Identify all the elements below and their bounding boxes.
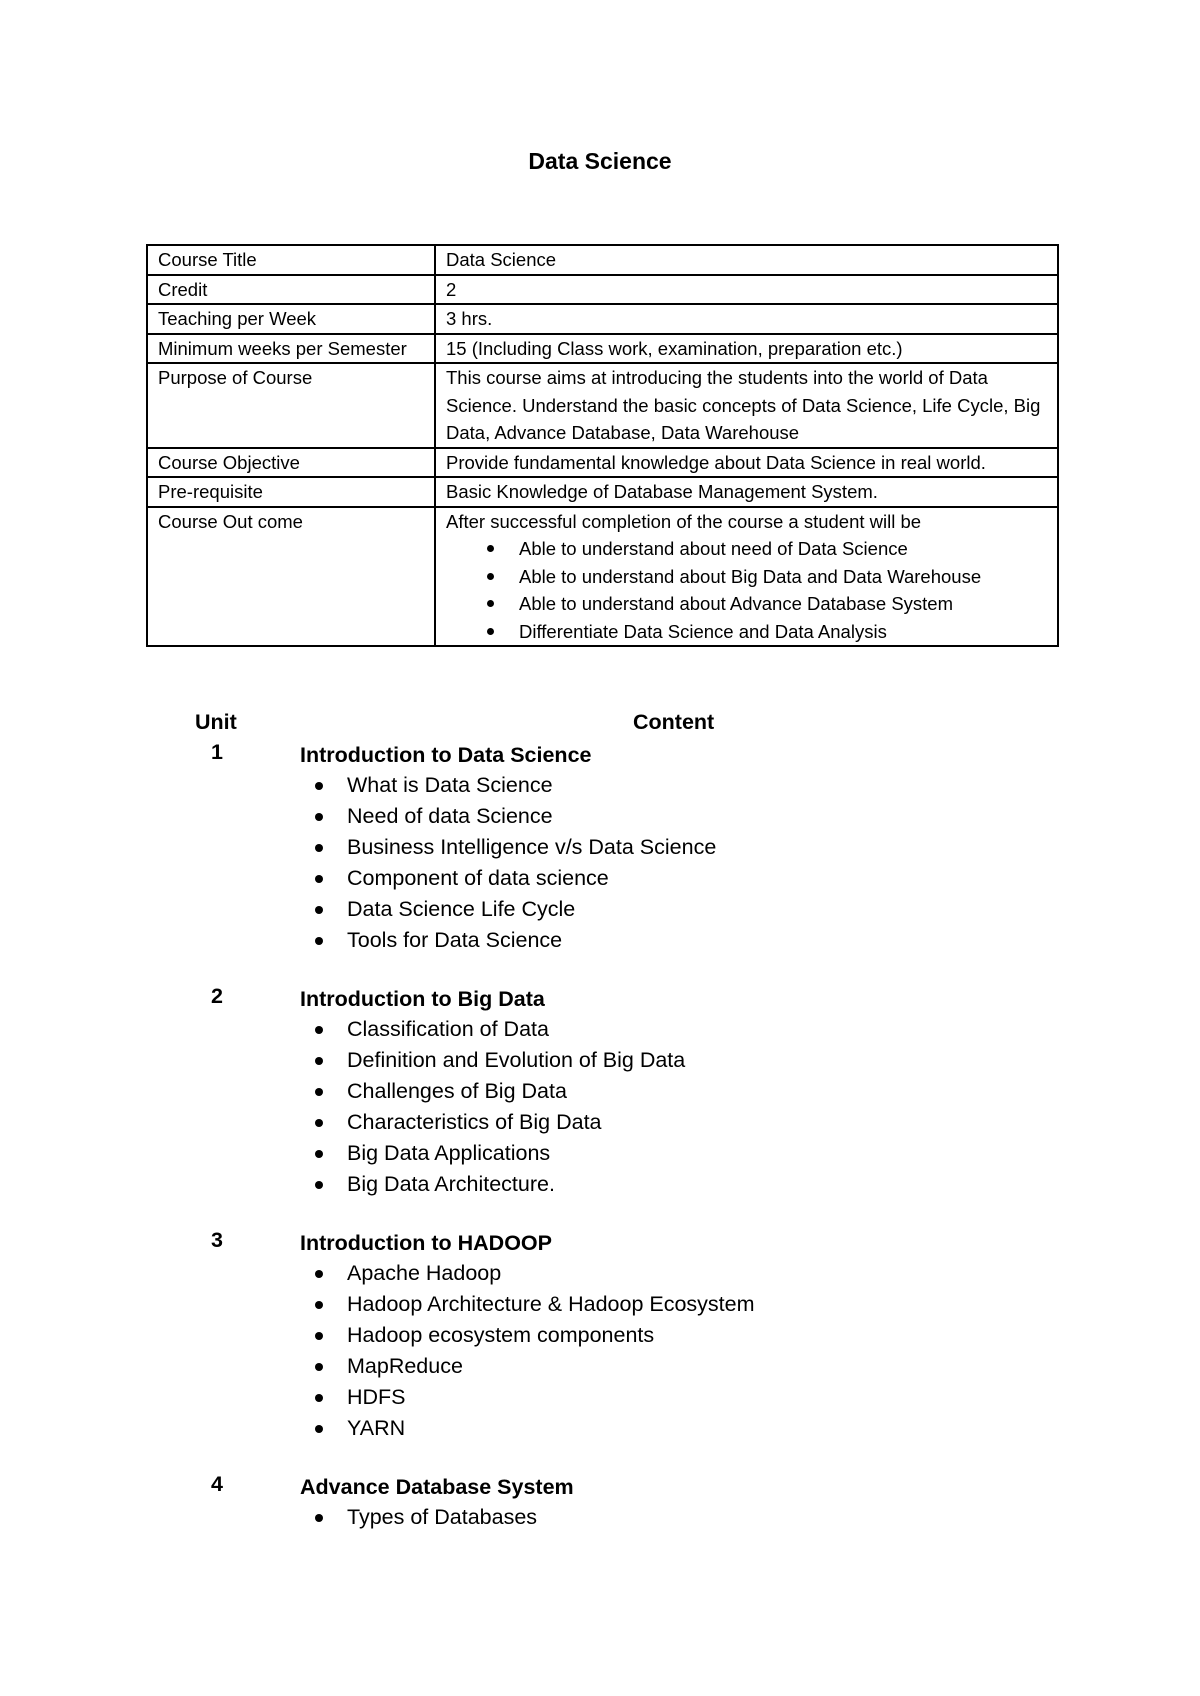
topic-list xyxy=(300,1014,1200,1200)
list-item: Characteristics of Big Data xyxy=(347,1107,1200,1138)
unit-title: Introduction to HADOOP xyxy=(300,1231,552,1255)
unit-block xyxy=(0,740,1200,956)
outcome-intro: After successful completion of the course a student will be xyxy=(446,510,922,532)
list-item: Able to understand about Big Data and Data Warehouse xyxy=(519,563,1047,591)
row-value: 3 hrs. xyxy=(435,304,1058,334)
unit-column-header: Unit xyxy=(195,710,237,734)
table-row xyxy=(147,477,1058,507)
list-item: YARN xyxy=(347,1413,1200,1444)
unit-block xyxy=(0,1228,1200,1444)
row-label: Minimum weeks per Semester xyxy=(147,334,435,364)
list-item: Need of data Science xyxy=(347,801,1200,832)
row-value: 15 (Including Class work, examination, preparation etc.) xyxy=(435,334,1058,364)
row-value: This course aims at introducing the students into the world of Data Science. Understand the basic concepts of Data Science, Life Cycle, Big Data, Advance Database, Data Warehouse xyxy=(435,363,1058,448)
units-header xyxy=(0,710,1200,740)
table-row xyxy=(147,304,1058,334)
row-value: Provide fundamental knowledge about Data Science in real world. xyxy=(435,448,1058,478)
table-row xyxy=(147,334,1058,364)
row-label: Course Title xyxy=(147,245,435,275)
unit-title: Introduction to Data Science xyxy=(300,743,592,767)
row-value: 2 xyxy=(435,275,1058,305)
units-section xyxy=(0,710,1200,1561)
row-label: Teaching per Week xyxy=(147,304,435,334)
unit-number: 1 xyxy=(211,740,223,764)
row-label: Credit xyxy=(147,275,435,305)
unit-number: 2 xyxy=(211,984,223,1008)
list-item: What is Data Science xyxy=(347,770,1200,801)
table-row xyxy=(147,448,1058,478)
row-label: Purpose of Course xyxy=(147,363,435,448)
list-item: Able to understand about Advance Database System xyxy=(519,590,1047,618)
unit-block xyxy=(0,984,1200,1200)
list-item: Tools for Data Science xyxy=(347,925,1200,956)
unit-title: Advance Database System xyxy=(300,1475,574,1499)
course-info-table xyxy=(146,244,1059,647)
list-item: Challenges of Big Data xyxy=(347,1076,1200,1107)
list-item: Component of data science xyxy=(347,863,1200,894)
table-row xyxy=(147,275,1058,305)
unit-number: 3 xyxy=(211,1228,223,1252)
outcome-cell xyxy=(435,507,1058,647)
list-item: Business Intelligence v/s Data Science xyxy=(347,832,1200,863)
list-item: Types of Databases xyxy=(347,1502,1200,1533)
unit-title: Introduction to Big Data xyxy=(300,987,545,1011)
list-item: Differentiate Data Science and Data Analysis xyxy=(519,618,1047,646)
table-row xyxy=(147,245,1058,275)
outcome-list xyxy=(446,535,1047,645)
topic-list xyxy=(300,1502,1200,1533)
list-item: Definition and Evolution of Big Data xyxy=(347,1045,1200,1076)
row-label: Course Objective xyxy=(147,448,435,478)
list-item: Classification of Data xyxy=(347,1014,1200,1045)
list-item: Able to understand about need of Data Science xyxy=(519,535,1047,563)
page-title: Data Science xyxy=(528,148,672,174)
row-label: Pre-requisite xyxy=(147,477,435,507)
unit-block xyxy=(0,1472,1200,1533)
topic-list xyxy=(300,770,1200,956)
content-column-header: Content xyxy=(633,710,715,734)
table-row xyxy=(147,363,1058,448)
table-row xyxy=(147,507,1058,647)
list-item: HDFS xyxy=(347,1382,1200,1413)
unit-number: 4 xyxy=(211,1472,223,1496)
list-item: Big Data Architecture. xyxy=(347,1169,1200,1200)
row-value: Data Science xyxy=(435,245,1058,275)
list-item: MapReduce xyxy=(347,1351,1200,1382)
list-item: Big Data Applications xyxy=(347,1138,1200,1169)
row-value: Basic Knowledge of Database Management System. xyxy=(435,477,1058,507)
topic-list xyxy=(300,1258,1200,1444)
list-item: Hadoop ecosystem components xyxy=(347,1320,1200,1351)
list-item: Data Science Life Cycle xyxy=(347,894,1200,925)
list-item: Hadoop Architecture & Hadoop Ecosystem xyxy=(347,1289,1200,1320)
row-label: Course Out come xyxy=(147,507,435,647)
list-item: Apache Hadoop xyxy=(347,1258,1200,1289)
